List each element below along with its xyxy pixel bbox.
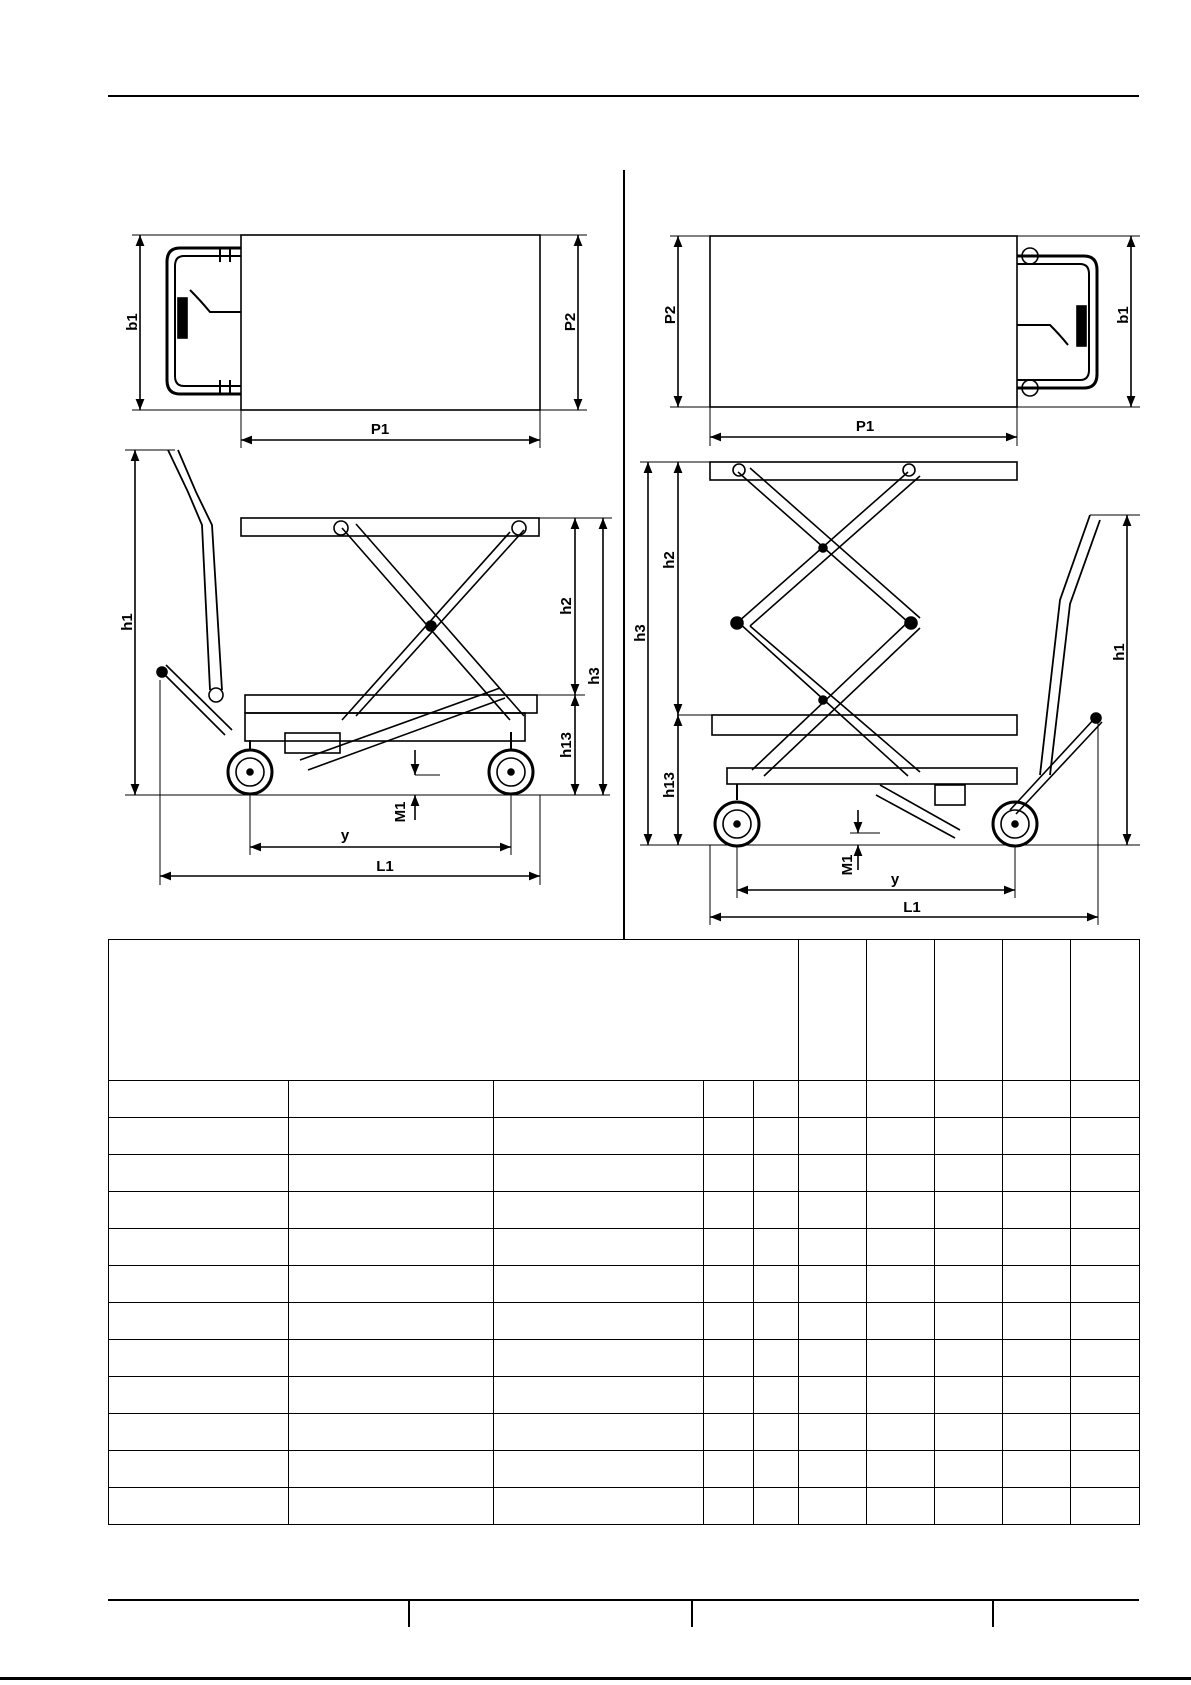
table-row xyxy=(109,1266,1140,1303)
left-hydraulic-cylinder xyxy=(300,688,505,770)
table-header-cell xyxy=(1071,940,1140,1081)
specification-table xyxy=(108,939,1140,1525)
table-row xyxy=(109,1155,1140,1192)
left-h13-label: h13 xyxy=(558,732,575,758)
right-b1-label: b1 xyxy=(1115,306,1132,324)
right-scissor-lower-a xyxy=(738,622,920,776)
right-m1-label: M1 xyxy=(839,854,856,876)
footer-divider xyxy=(408,1599,410,1627)
right-upper-platform xyxy=(710,462,1017,480)
left-upper-platform xyxy=(241,518,539,536)
right-h1-label: h1 xyxy=(1111,643,1128,661)
left-y-label: y xyxy=(340,827,350,844)
right-foot-pedal xyxy=(1010,718,1102,814)
table-header-cell xyxy=(1003,940,1071,1081)
right-l1-label: L1 xyxy=(903,899,921,916)
table-header-cell xyxy=(935,940,1003,1081)
right-handle xyxy=(1040,515,1100,775)
left-b1-label: b1 xyxy=(124,313,141,331)
footer-rule xyxy=(108,1599,1139,1601)
table-row xyxy=(109,1229,1140,1266)
left-h1-label: h1 xyxy=(119,613,136,631)
table-row xyxy=(109,1377,1140,1414)
left-side-view xyxy=(125,450,612,885)
right-side-view xyxy=(640,462,1140,925)
table-header-cell xyxy=(109,940,799,1081)
right-platform-top xyxy=(710,236,1017,407)
left-handle-grip xyxy=(178,298,187,338)
right-y-label: y xyxy=(890,871,900,888)
left-p2-label: P2 xyxy=(562,312,579,332)
right-hydraulic-cylinder xyxy=(876,785,960,838)
table-row xyxy=(109,1451,1140,1488)
right-h3-label: h3 xyxy=(632,624,649,642)
table-row xyxy=(109,1192,1140,1229)
footer-divider xyxy=(691,1599,693,1627)
right-p2-label: P2 xyxy=(662,305,679,325)
right-h2-label: h2 xyxy=(661,551,678,569)
left-p1-label: P1 xyxy=(370,421,390,438)
right-top-view xyxy=(670,236,1140,446)
left-m1-label: M1 xyxy=(392,801,409,823)
right-h13-label: h13 xyxy=(661,772,678,798)
table-row xyxy=(109,1118,1140,1155)
table-header-cell xyxy=(799,940,867,1081)
right-p1-label: P1 xyxy=(855,418,875,435)
left-platform-top xyxy=(241,235,540,410)
left-h2-label: h2 xyxy=(558,597,575,615)
page-bottom-edge xyxy=(0,1677,1191,1680)
left-handle xyxy=(168,450,222,690)
table-row xyxy=(109,1414,1140,1451)
footer-divider xyxy=(992,1599,994,1627)
left-h3-label: h3 xyxy=(586,667,603,685)
left-lower-frame xyxy=(245,695,537,713)
left-l1-label: L1 xyxy=(376,858,394,875)
table-header-row xyxy=(109,940,1140,1081)
table-row xyxy=(109,1303,1140,1340)
table-row xyxy=(109,1488,1140,1525)
table-row xyxy=(109,1081,1140,1118)
right-handle-grip xyxy=(1077,306,1086,346)
left-top-view xyxy=(132,235,587,448)
table-header-cell xyxy=(867,940,935,1081)
table-row xyxy=(109,1340,1140,1377)
